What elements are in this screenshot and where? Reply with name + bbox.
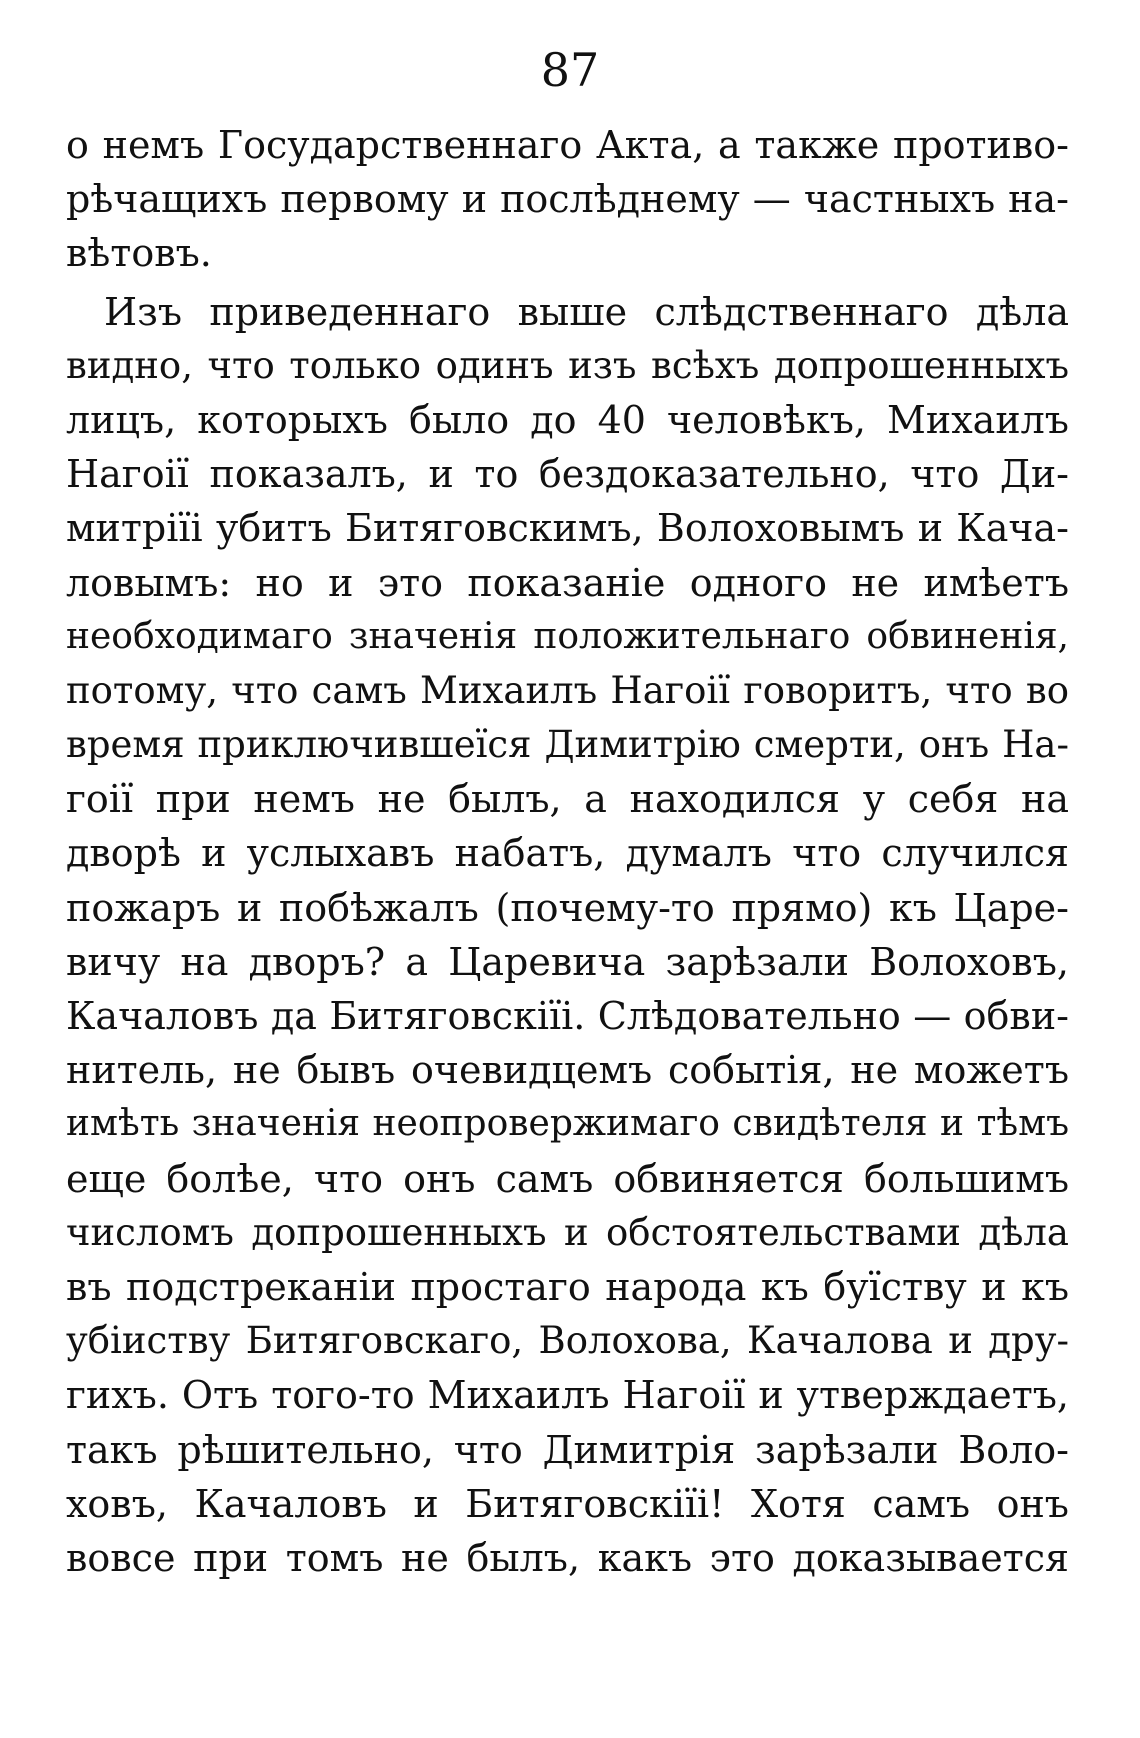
text-line: нитель, не бывъ очевидцемъ событія, не можетъ [66, 1048, 1069, 1093]
text-line: вичу на дворъ? а Царевича зарѣзали Волоховъ, [66, 939, 1069, 984]
page-number: 87 [540, 43, 600, 97]
text-line: убіиству Битяговскаго, Волохова, Качалова и дру- [66, 1319, 1069, 1363]
text-line: Изъ приведеннаго выше слѣдственнаго дѣла [104, 289, 1069, 334]
text-line: потому, что самъ Михаилъ Нагоії говоритъ, что во [66, 668, 1069, 712]
text-line: дворѣ и услыхавъ набатъ, думалъ что случился [66, 831, 1069, 876]
text-line: гихъ. Отъ того-то Михаилъ Нагоії и утверждаетъ, [66, 1373, 1069, 1418]
text-line: необходимаго значенія положительнаго обвиненія, [66, 615, 1069, 657]
text-line: въ подстреканіи простаго народа къ буїству и къ [66, 1264, 1069, 1309]
text-line: видно, что только одинъ изъ всѣхъ допрошенныхъ [66, 343, 1069, 387]
text-line: числомъ допрошенныхъ и обстоятельствами дѣла [66, 1210, 1069, 1254]
text-line: вѣтовъ. [66, 231, 212, 276]
text-line: такъ рѣшительно, что Димитрія зарѣзали Воло- [66, 1427, 1069, 1472]
paragraph [66, 118, 1069, 281]
text-line: еще болѣе, что онъ самъ обвиняется большимъ [66, 1156, 1069, 1201]
text-line: Качаловъ да Битяговскіїі. Слѣдовательно — обви- [66, 994, 1069, 1038]
text-line: имѣть значенія неопровержимаго свидѣтеля и тѣмъ [66, 1103, 1069, 1145]
text-line: время приключившеїся Димитрію смерти, онъ На- [66, 723, 1069, 767]
text-line: рѣчащихъ первому и послѣднему — частныхъ на- [66, 177, 1069, 222]
text-line: лицъ, которыхъ было до 40 человѣкъ, Михаилъ [66, 397, 1069, 442]
text-line: ловымъ: но и это показаніе одного не имѣетъ [66, 560, 1069, 605]
text-line: гоії при немъ не былъ, а находился у себя на [66, 777, 1069, 822]
paragraph [66, 285, 1069, 1586]
text-line: о немъ Государственнаго Акта, а также противо- [66, 123, 1069, 167]
text-line: пожаръ и побѣжалъ (почему-то прямо) къ Царе- [66, 885, 1069, 930]
text-line: ховъ, Качаловъ и Битяговскіїі! Хотя самъ онъ [66, 1481, 1069, 1526]
text-line: Нагоії показалъ, и то бездоказательно, что Ди- [66, 452, 1069, 497]
text-line: вовсе при томъ не былъ, какъ это доказывается [66, 1535, 1069, 1580]
body-text [66, 118, 1069, 1585]
text-line: митріїі убитъ Битяговскимъ, Волоховымъ и Кача- [66, 506, 1069, 551]
